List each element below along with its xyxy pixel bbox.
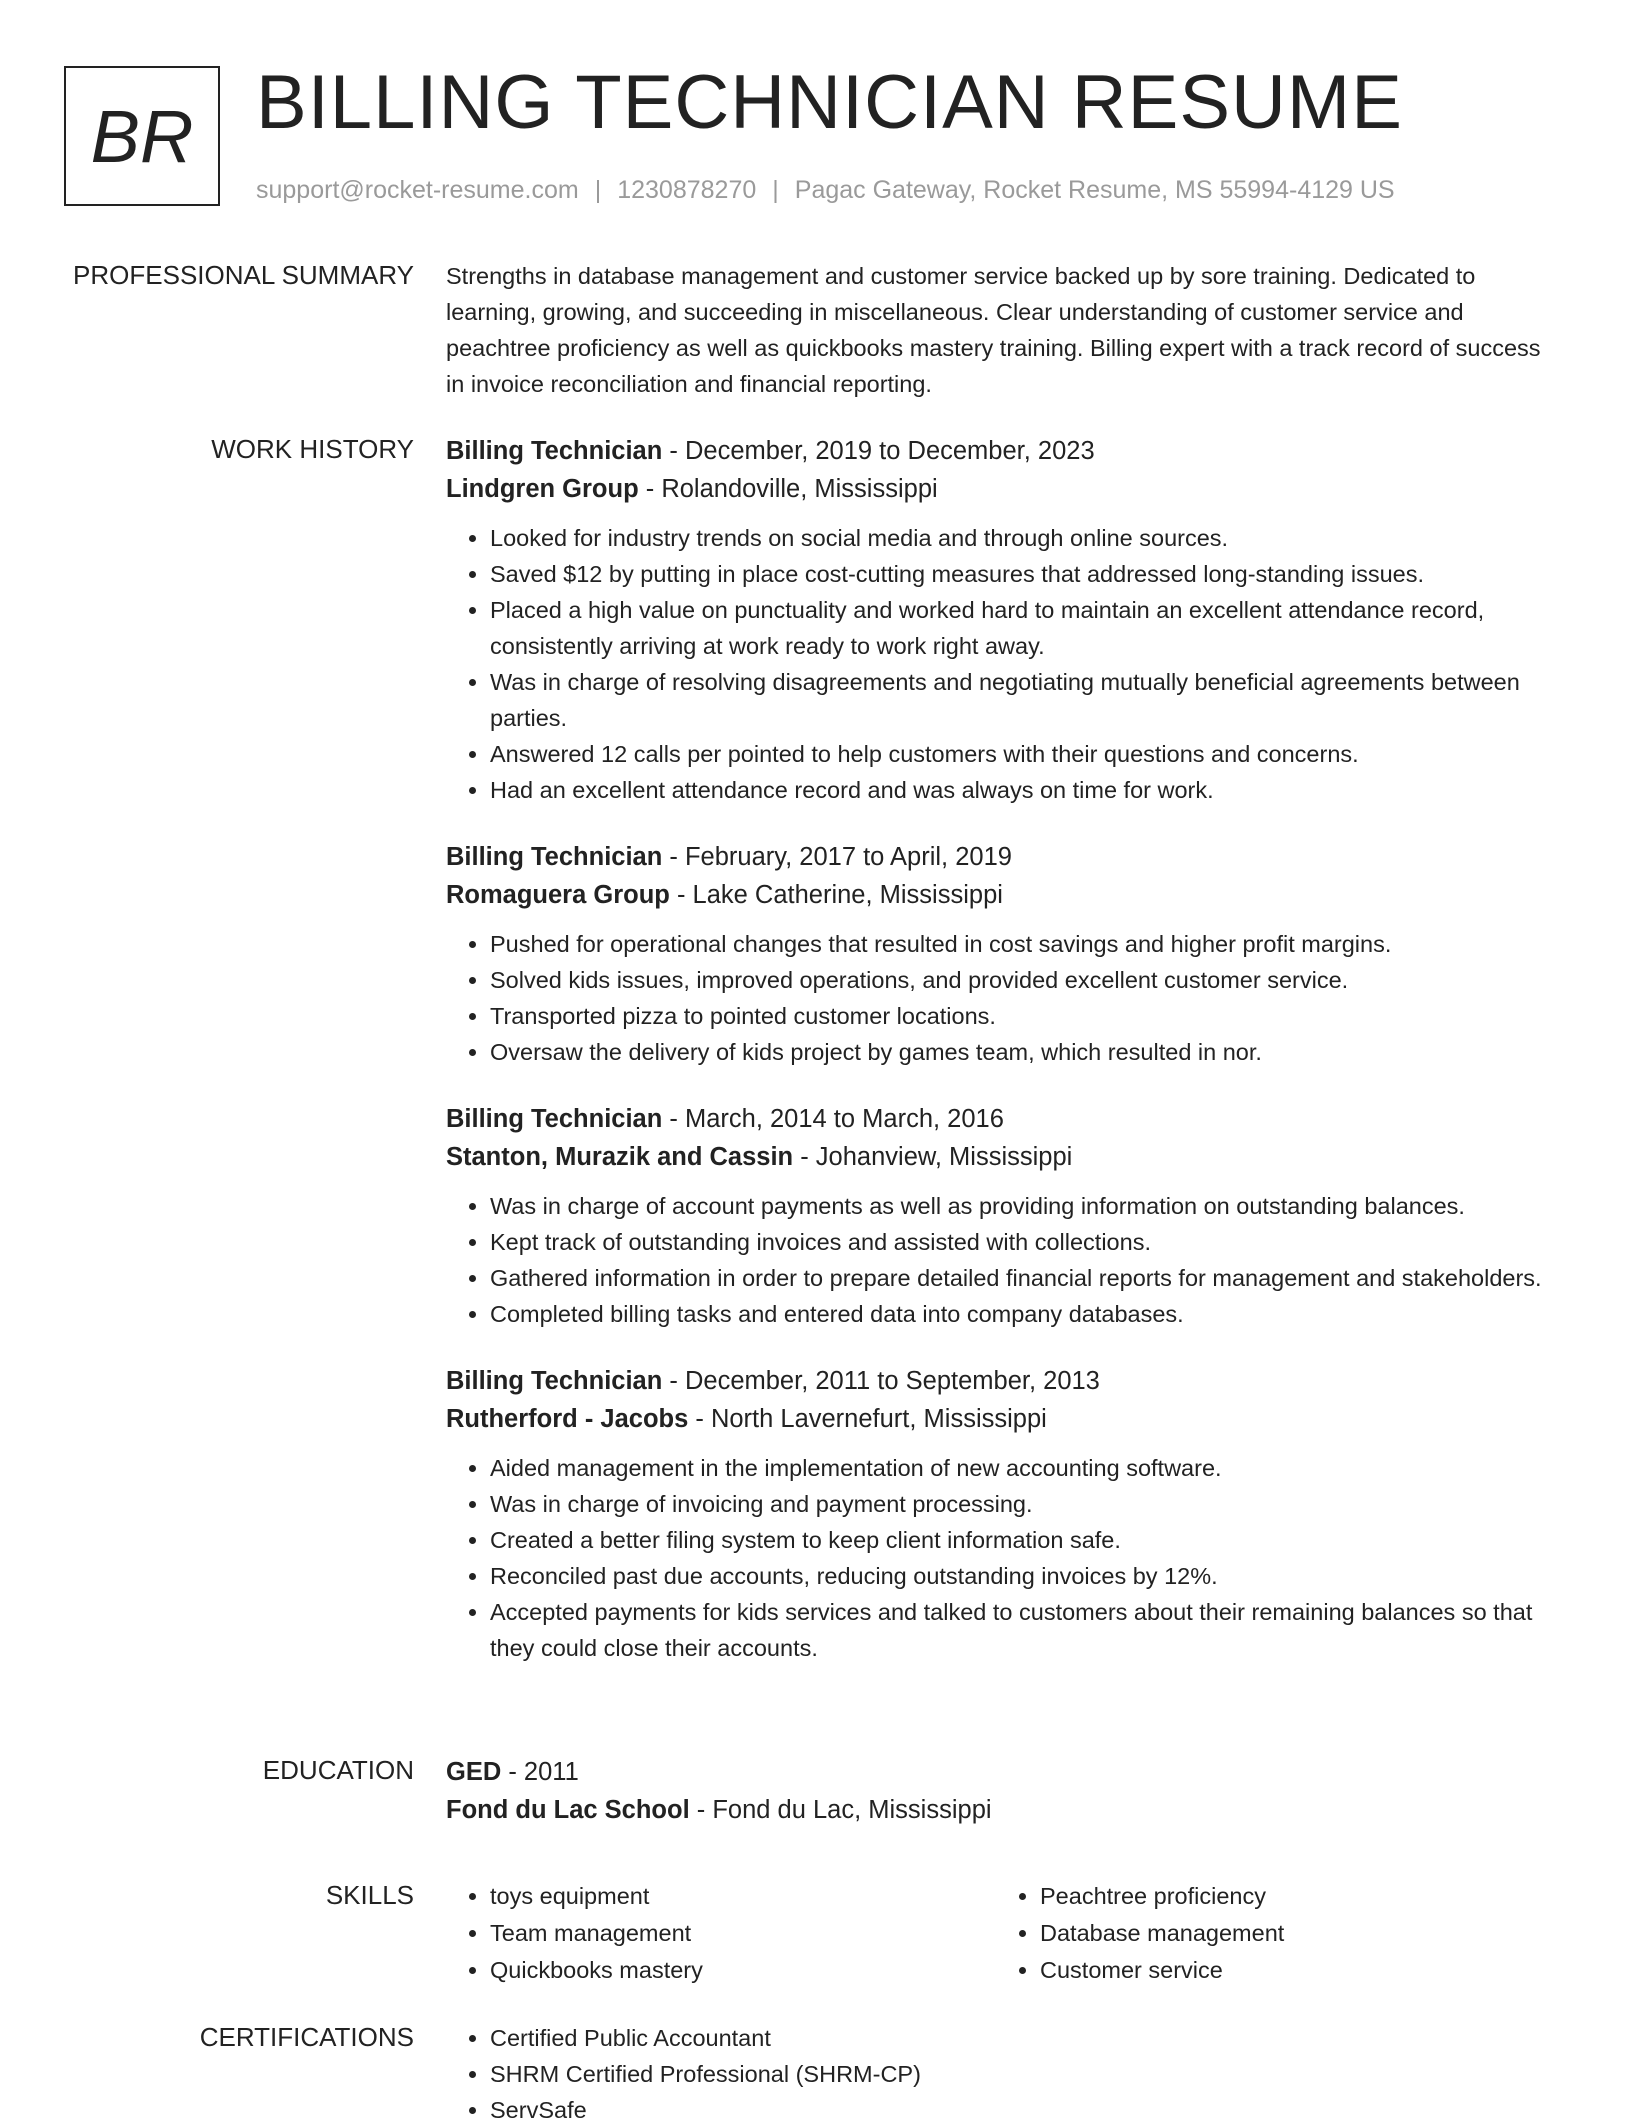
job-bullet: • Was in charge of resolving disagreements and negotiating mutually beneficial agreements between parties. bbox=[490, 664, 1556, 736]
job-bullet: • Gathered information in order to prepare detailed financial reports for management and stakeholders. bbox=[490, 1260, 1556, 1296]
job-bullet: • Saved $12 by putting in place cost-cutting measures that addressed long-standing issues. bbox=[490, 556, 1556, 592]
skills-column-left bbox=[446, 1878, 996, 1989]
contact-separator: | bbox=[772, 176, 779, 204]
skill-item: • toys equipment bbox=[490, 1878, 996, 1915]
job-location: - North Lavernefurt, Mississippi bbox=[688, 1405, 1047, 1433]
job-company-line bbox=[446, 1138, 1556, 1176]
section-label-skills: SKILLS bbox=[325, 1880, 414, 1910]
contact-separator: | bbox=[594, 176, 602, 204]
job-title-line bbox=[446, 1362, 1556, 1400]
job-title-line bbox=[446, 1100, 1556, 1138]
job-title-line bbox=[446, 432, 1556, 470]
education-location: - Fond du Lac, Mississippi bbox=[689, 1796, 992, 1824]
certification-item: • ServSafe bbox=[490, 2092, 1556, 2128]
job-company: Romaguera Group bbox=[446, 881, 670, 909]
job-title: Billing Technician bbox=[446, 1367, 663, 1395]
job-bullet-list bbox=[446, 520, 1556, 808]
job-company-line bbox=[446, 1400, 1556, 1438]
job-dates: - March, 2014 to March, 2016 bbox=[662, 1105, 1004, 1133]
job-bullet: • Created a better filing system to keep client information safe. bbox=[490, 1522, 1556, 1558]
job-company: Rutherford - Jacobs bbox=[446, 1405, 689, 1433]
page-title: BILLING TECHNICIAN RESUME bbox=[256, 60, 1403, 145]
job-title: Billing Technician bbox=[446, 1105, 663, 1133]
job-bullet: • Reconciled past due accounts, reducing outstanding invoices by 12%. bbox=[490, 1558, 1556, 1594]
contact-phone: 1230878270 bbox=[617, 176, 757, 204]
section-label-education: EDUCATION bbox=[262, 1755, 414, 1785]
job-bullet: • Kept track of outstanding invoices and assisted with collections. bbox=[490, 1224, 1556, 1260]
skill-item: • Quickbooks mastery bbox=[490, 1952, 996, 1989]
job-company: Lindgren Group bbox=[446, 475, 639, 503]
certification-item: • SHRM Certified Professional (SHRM-CP) bbox=[490, 2056, 1556, 2092]
job-bullet: • Solved kids issues, improved operations, and provided excellent customer service. bbox=[490, 962, 1556, 998]
job-dates: - February, 2017 to April, 2019 bbox=[662, 843, 1012, 871]
job-bullet: • Transported pizza to pointed customer locations. bbox=[490, 998, 1556, 1034]
monogram-initials: BR bbox=[90, 94, 194, 178]
job-title: Billing Technician bbox=[446, 437, 663, 465]
section-label-work-history: WORK HISTORY bbox=[211, 434, 414, 464]
contact-line bbox=[256, 174, 1395, 206]
job-entry bbox=[446, 838, 1556, 1070]
skills-grid bbox=[446, 1878, 1556, 1989]
job-bullet: • Aided management in the implementation of new accounting software. bbox=[490, 1450, 1556, 1486]
contact-email: support@rocket-resume.com bbox=[256, 176, 579, 204]
section-label-certifications: CERTIFICATIONS bbox=[199, 2022, 414, 2052]
job-bullet: • Answered 12 calls per pointed to help customers with their questions and concerns. bbox=[490, 736, 1556, 772]
job-bullet: • Placed a high value on punctuality and worked hard to maintain an excellent attendance record, consistently arriving at work ready to work right away. bbox=[490, 592, 1556, 664]
education-year: - 2011 bbox=[501, 1758, 579, 1786]
job-company-line bbox=[446, 470, 1556, 508]
job-entry bbox=[446, 1100, 1556, 1332]
job-entry bbox=[446, 432, 1556, 808]
job-dates: - December, 2011 to September, 2013 bbox=[662, 1367, 1100, 1395]
job-bullet: • Pushed for operational changes that resulted in cost savings and higher profit margins. bbox=[490, 926, 1556, 962]
job-company: Stanton, Murazik and Cassin bbox=[446, 1143, 794, 1171]
monogram-box bbox=[64, 66, 220, 206]
job-bullet: • Accepted payments for kids services and talked to customers about their remaining balances so that they could close their accounts. bbox=[490, 1594, 1556, 1666]
job-bullet-list bbox=[446, 1450, 1556, 1666]
job-title-line bbox=[446, 838, 1556, 876]
skill-item: • Team management bbox=[490, 1915, 996, 1952]
job-location: - Johanview, Mississippi bbox=[793, 1143, 1073, 1171]
summary-text: Strengths in database management and customer service backed up by sore training. Dedicated to learning, growing, and succeeding in miscellaneous. Clear understanding of customer service and peachtree proficiency as well as quickbooks mastery training. Billing expert with a track record of success in invoice reconciliation and financial reporting. bbox=[446, 263, 1541, 397]
education-school-line bbox=[446, 1791, 1556, 1829]
skills-column-right bbox=[996, 1878, 1546, 1989]
job-bullet: • Oversaw the delivery of kids project by games team, which resulted in nor. bbox=[490, 1034, 1556, 1070]
job-title: Billing Technician bbox=[446, 843, 663, 871]
job-bullet: • Completed billing tasks and entered data into company databases. bbox=[490, 1296, 1556, 1332]
job-bullet-list bbox=[446, 1188, 1556, 1332]
skill-item: • Database management bbox=[1040, 1915, 1546, 1952]
job-location: - Lake Catherine, Mississippi bbox=[669, 881, 1003, 909]
job-bullet: • Had an excellent attendance record and was always on time for work. bbox=[490, 772, 1556, 808]
job-bullet: • Was in charge of account payments as well as providing information on outstanding balances. bbox=[490, 1188, 1556, 1224]
skill-item: • Peachtree proficiency bbox=[1040, 1878, 1546, 1915]
job-dates: - December, 2019 to December, 2023 bbox=[662, 437, 1095, 465]
job-entry bbox=[446, 1362, 1556, 1666]
education-school: Fond du Lac School bbox=[446, 1796, 690, 1824]
section-label-summary: PROFESSIONAL SUMMARY bbox=[73, 260, 414, 290]
job-location: - Rolandoville, Mississippi bbox=[638, 475, 938, 503]
education-degree: GED bbox=[446, 1758, 502, 1786]
certification-item: • Certified Public Accountant bbox=[490, 2020, 1556, 2056]
skill-item: • Customer service bbox=[1040, 1952, 1546, 1989]
education-degree-line bbox=[446, 1753, 1556, 1791]
job-bullet: • Was in charge of invoicing and payment processing. bbox=[490, 1486, 1556, 1522]
job-list bbox=[446, 432, 1556, 1696]
job-company-line bbox=[446, 876, 1556, 914]
contact-address: Pagac Gateway, Rocket Resume, MS 55994-4129 US bbox=[794, 176, 1395, 204]
job-bullet-list bbox=[446, 926, 1556, 1070]
job-bullet: • Looked for industry trends on social media and through online sources. bbox=[490, 520, 1556, 556]
